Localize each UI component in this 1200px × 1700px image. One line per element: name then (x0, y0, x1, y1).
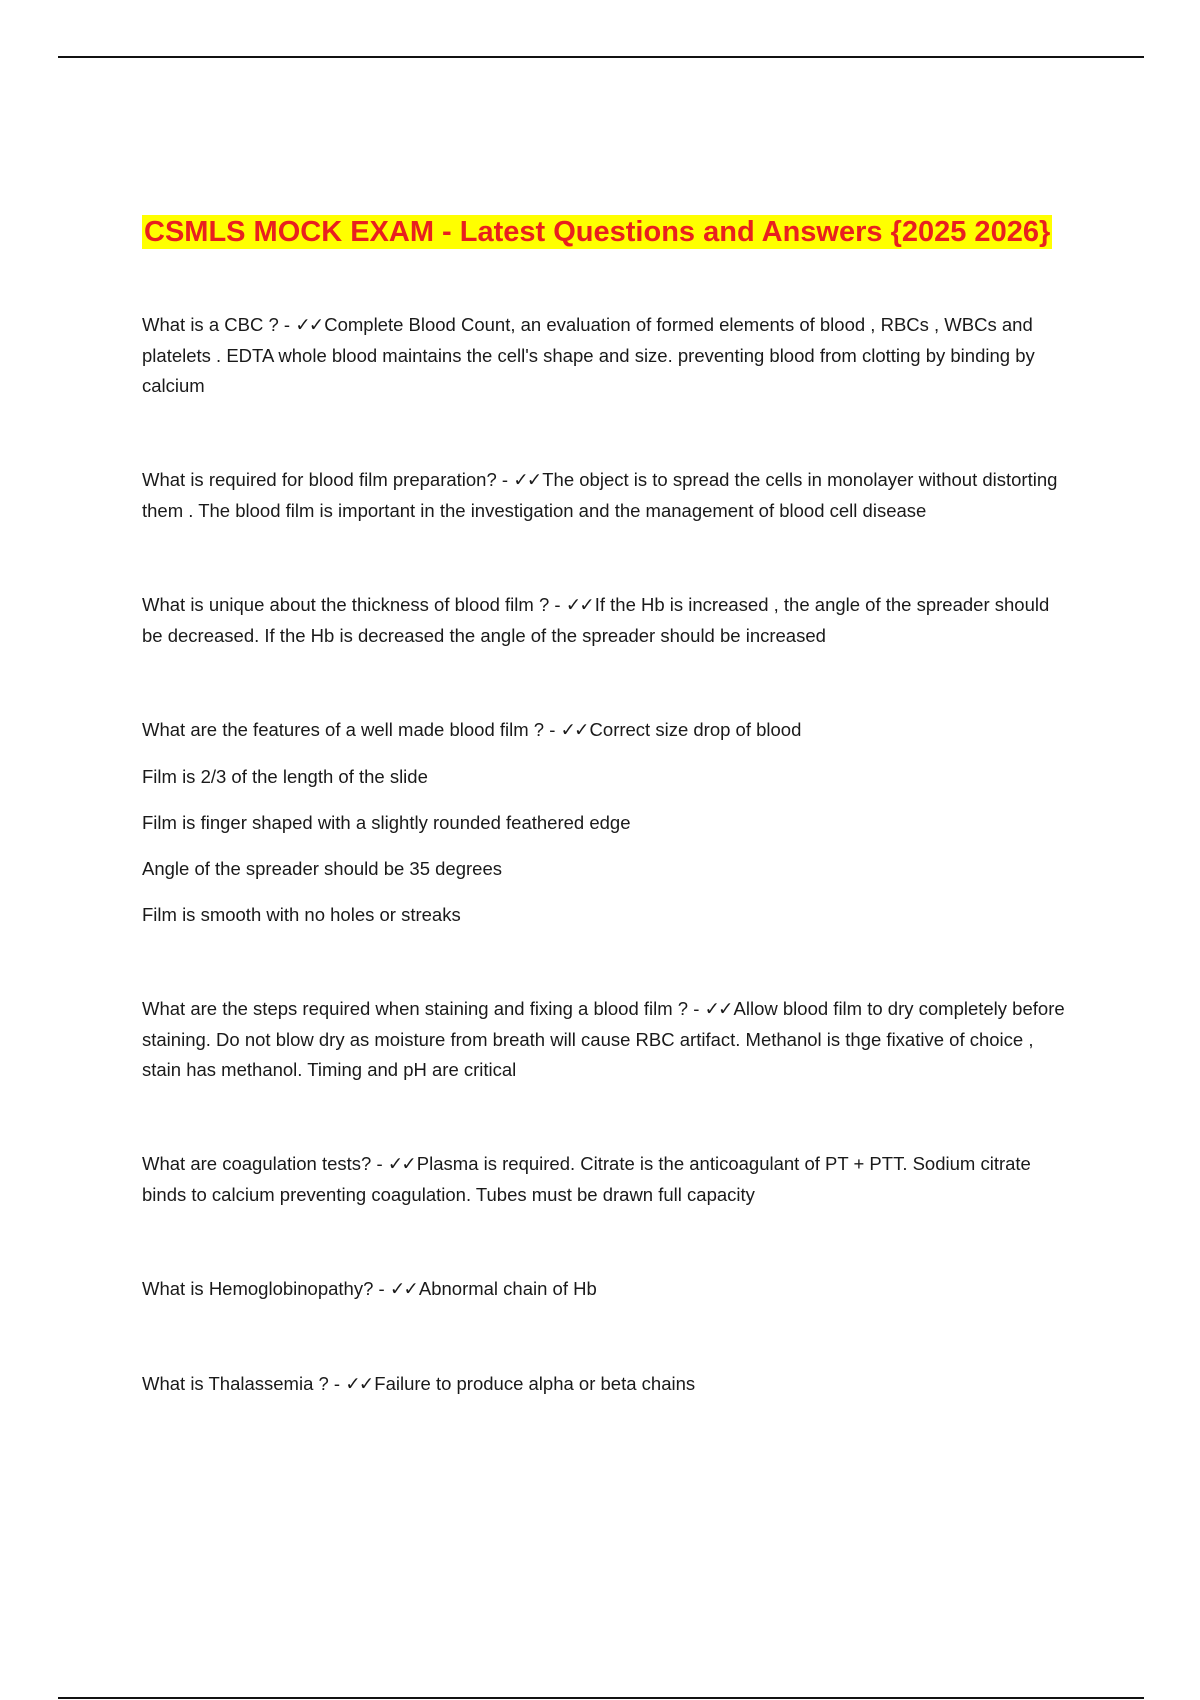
question-text: What are coagulation tests? (142, 1153, 372, 1174)
qa-separator: - (549, 594, 566, 615)
answer-text: Abnormal chain of Hb (418, 1278, 597, 1299)
answer-extra-line: Film is finger shaped with a slightly rounded feathered edge (142, 812, 631, 833)
answer-text: Plasma is required. Citrate is the anticoagulant of PT + PTT. Sodium citrate binds to calcium preventing coagulation. Tubes must be drawn full capacity (142, 1153, 1031, 1205)
double-check-icon: ✓✓ (387, 1154, 415, 1175)
answer-text: Correct size drop of blood (589, 719, 802, 740)
qa-list (142, 310, 1072, 1400)
question-text: What are the features of a well made blood film ? (142, 719, 545, 740)
page-header-rule (58, 56, 1144, 58)
qa-item (142, 590, 1072, 651)
double-check-icon: ✓✓ (560, 720, 588, 741)
document-title-text: CSMLS MOCK EXAM - Latest Questions and Answers {2025 2026} (144, 216, 1051, 248)
qa-main-line (142, 994, 1072, 1085)
question-text: What is unique about the thickness of blood film ? (142, 594, 550, 615)
question-text: What is Thalassemia ? (142, 1373, 329, 1394)
qa-separator: - (496, 469, 514, 490)
answer-text: The object is to spread the cells in monolayer without distorting them . The blood film is important in the investigation and the management of blood cell disease (142, 469, 1058, 521)
answer-text: Complete Blood Count, an evaluation of formed elements of blood , RBCs , WBCs and platelets . EDTA whole blood maintains the cell's shape and size. preventing blood from clotting by binding by calcium (142, 314, 1035, 396)
answer-extra-line: Film is smooth with no holes or streaks (142, 904, 461, 925)
qa-item (142, 715, 1072, 930)
qa-separator: - (373, 1278, 390, 1299)
double-check-icon: ✓✓ (389, 1279, 417, 1300)
question-text: What is required for blood film preparation? (142, 469, 497, 490)
double-check-icon: ✓✓ (345, 1374, 373, 1395)
qa-main-line (142, 1274, 1072, 1305)
qa-separator: - (278, 314, 296, 335)
question-text: What is a CBC ? (142, 314, 279, 335)
double-check-icon: ✓✓ (295, 315, 323, 336)
qa-item (142, 1274, 1072, 1305)
double-check-icon: ✓✓ (513, 470, 541, 491)
qa-item (142, 310, 1072, 401)
answer-text: If the Hb is increased , the angle of the spreader should be decreased. If the Hb is decreased the angle of the spreader should be increased (142, 594, 1050, 646)
document-title (142, 212, 1072, 252)
qa-separator: - (328, 1373, 346, 1394)
qa-separator: - (688, 998, 705, 1019)
question-text: What are the steps required when staining and fixing a blood film ? (142, 998, 689, 1019)
qa-separator: - (544, 719, 561, 740)
answer-extra-line: Angle of the spreader should be 35 degrees (142, 858, 502, 879)
qa-item (142, 994, 1072, 1085)
qa-main-line (142, 715, 1072, 746)
answer-extra-line: Film is 2/3 of the length of the slide (142, 766, 428, 787)
answer-text: Allow blood film to dry completely before staining. Do not blow dry as moisture from breath will cause RBC artifact. Methanol is thge fixative of choice , stain has methanol. Timing and pH are critical (142, 998, 1065, 1080)
qa-separator: - (371, 1153, 388, 1174)
qa-main-line (142, 465, 1072, 526)
page-footer-rule (58, 1697, 1144, 1699)
document-body (142, 212, 1072, 1464)
qa-main-line (142, 310, 1072, 401)
double-check-icon: ✓✓ (565, 595, 593, 616)
qa-main-line (142, 590, 1072, 651)
qa-main-line (142, 1149, 1072, 1210)
qa-main-line (142, 1369, 1072, 1400)
question-text: What is Hemoglobinopathy? (142, 1278, 374, 1299)
qa-item (142, 1369, 1072, 1400)
double-check-icon: ✓✓ (704, 999, 732, 1020)
qa-item (142, 465, 1072, 526)
qa-item (142, 1149, 1072, 1210)
answer-text: Failure to produce alpha or beta chains (374, 1373, 696, 1394)
